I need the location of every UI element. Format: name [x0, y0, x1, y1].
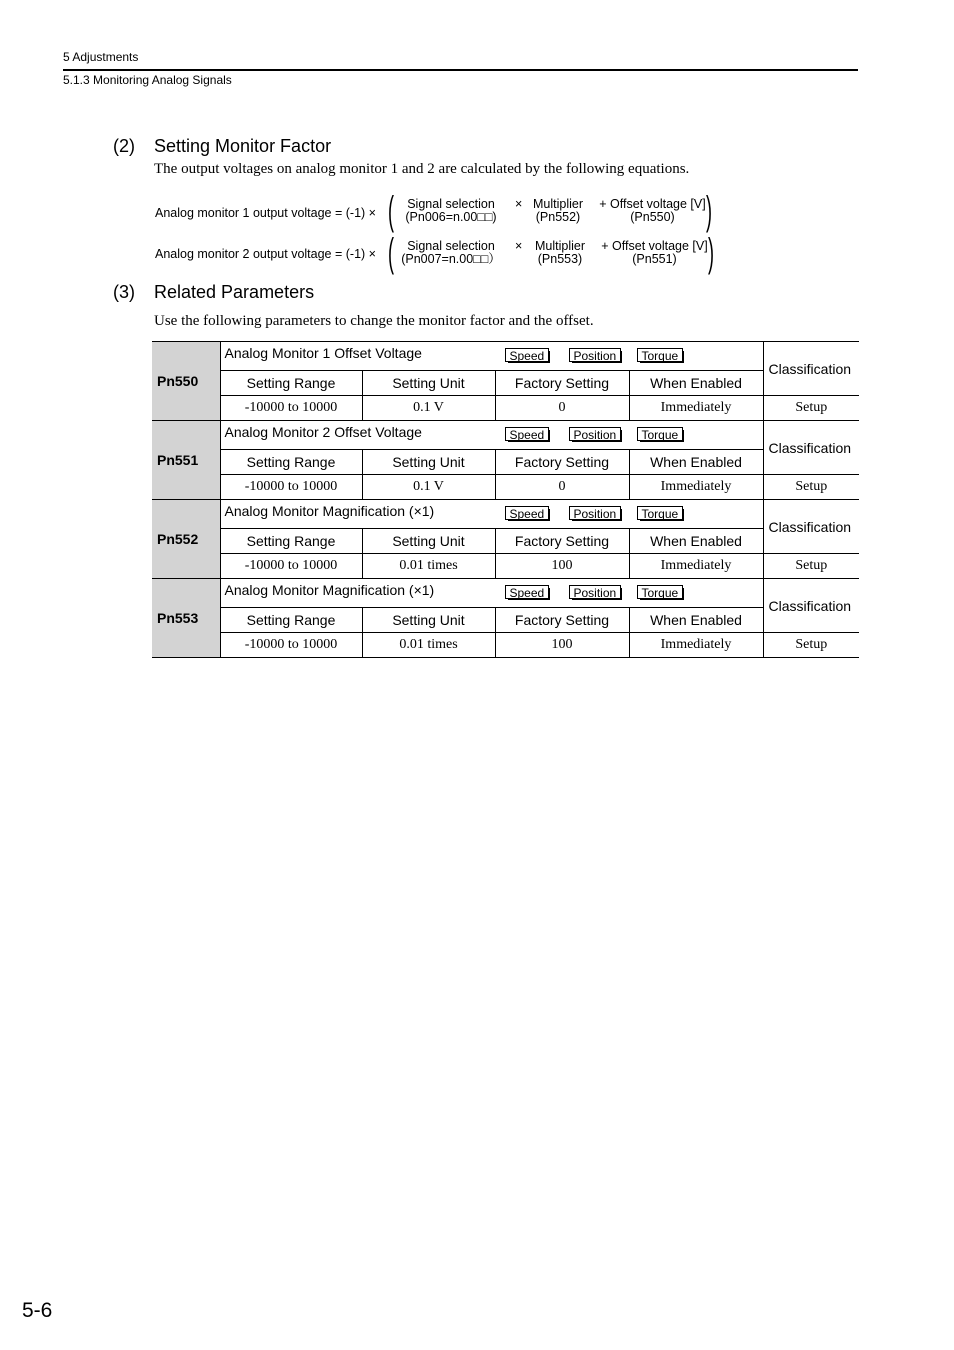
- factory-setting-value: 100: [495, 633, 629, 658]
- position-tag: Position: [569, 506, 622, 520]
- setting-range-value: -10000 to 10000: [220, 633, 362, 658]
- monitor-factor-heading: [113, 136, 331, 157]
- setting-range-value: -10000 to 10000: [220, 475, 362, 500]
- torque-tag: Torque: [637, 348, 684, 362]
- offset-param: (Pn550): [630, 210, 675, 224]
- multiplier: [527, 198, 589, 224]
- heading-title: Setting Monitor Factor: [154, 136, 332, 156]
- when-enabled-value: Immediately: [629, 554, 763, 579]
- multiplier-param: (Pn552): [535, 210, 581, 224]
- offset-label: + Offset voltage [V]: [601, 239, 708, 253]
- param-id: Pn552: [152, 500, 220, 579]
- section-header: 5.1.3 Monitoring Analog Signals: [63, 73, 232, 87]
- heading-number: (2): [113, 136, 135, 156]
- param-name: Analog Monitor Magnification (×1): [224, 582, 435, 598]
- signal-param: (Pn006=n.00□□): [405, 210, 497, 224]
- setting-unit-header: Setting Unit: [362, 371, 495, 396]
- classification-header: Classification: [763, 579, 859, 633]
- parameters-table: [152, 341, 859, 658]
- speed-tag: Speed: [505, 348, 550, 362]
- param-name-row: [152, 500, 859, 529]
- factory-setting-header: Factory Setting: [495, 450, 629, 475]
- param-header-row: [152, 450, 859, 475]
- torque-tag: Torque: [637, 585, 684, 599]
- setting-unit-value: 0.1 V: [362, 396, 495, 421]
- times-sign: ×: [515, 239, 523, 253]
- when-enabled-header: When Enabled: [629, 450, 763, 475]
- param-name-row: [152, 421, 859, 450]
- right-paren: ): [706, 189, 712, 233]
- setting-range-header: Setting Range: [220, 608, 362, 633]
- param-id: Pn551: [152, 421, 220, 500]
- related-parameters-heading: [113, 282, 314, 303]
- page-number: 5-6: [22, 1299, 53, 1322]
- param-name-cell: [220, 579, 763, 608]
- classification-value: Setup: [763, 554, 859, 579]
- speed-tag: Speed: [505, 506, 550, 520]
- multiplier-label: Multiplier: [534, 239, 585, 253]
- left-paren: (: [388, 231, 394, 275]
- param-value-row: [152, 633, 859, 658]
- factory-setting-value: 100: [495, 554, 629, 579]
- multiplier-label: Multiplier: [532, 197, 583, 211]
- equation-lhs: Analog monitor 1 output voltage = (-1) ×: [155, 206, 376, 220]
- param-header-row: [152, 371, 859, 396]
- multiplier-param: (Pn553): [537, 252, 583, 266]
- torque-tag: Torque: [637, 427, 684, 441]
- setting-unit-value: 0.1 V: [362, 475, 495, 500]
- speed-tag: Speed: [505, 585, 550, 599]
- param-name-cell: [220, 342, 763, 371]
- setting-range-header: Setting Range: [220, 450, 362, 475]
- setting-unit-value: 0.01 times: [362, 554, 495, 579]
- left-paren: (: [388, 189, 394, 233]
- classification-value: Setup: [763, 396, 859, 421]
- factory-setting-header: Factory Setting: [495, 608, 629, 633]
- factory-setting-header: Factory Setting: [495, 529, 629, 554]
- chapter-header: 5 Adjustments: [63, 50, 139, 64]
- setting-unit-value: 0.01 times: [362, 633, 495, 658]
- param-value-row: [152, 554, 859, 579]
- param-id: Pn550: [152, 342, 220, 421]
- signal-param: (Pn007=n.00□□）: [401, 252, 501, 266]
- when-enabled-header: When Enabled: [629, 529, 763, 554]
- setting-unit-header: Setting Unit: [362, 450, 495, 475]
- factory-setting-value: 0: [495, 475, 629, 500]
- setting-range-header: Setting Range: [220, 529, 362, 554]
- position-tag: Position: [569, 348, 622, 362]
- param-name: Analog Monitor 2 Offset Voltage: [224, 424, 422, 440]
- when-enabled-value: Immediately: [629, 396, 763, 421]
- header-rule: [63, 69, 858, 71]
- setting-range-header: Setting Range: [220, 371, 362, 396]
- param-value-row: [152, 475, 859, 500]
- param-name-cell: [220, 500, 763, 529]
- signal-label: Signal selection: [407, 239, 495, 253]
- setting-unit-header: Setting Unit: [362, 529, 495, 554]
- factory-setting-header: Factory Setting: [495, 371, 629, 396]
- param-header-row: [152, 529, 859, 554]
- torque-tag: Torque: [637, 506, 684, 520]
- classification-value: Setup: [763, 633, 859, 658]
- signal-label: Signal selection: [407, 197, 495, 211]
- offset-voltage: [595, 198, 710, 224]
- heading-number: (3): [113, 282, 135, 302]
- setting-unit-header: Setting Unit: [362, 608, 495, 633]
- param-value-row: [152, 396, 859, 421]
- param-header-row: [152, 608, 859, 633]
- when-enabled-value: Immediately: [629, 633, 763, 658]
- related-parameters-text: Use the following parameters to change the monitor factor and the offset.: [154, 313, 594, 329]
- classification-header: Classification: [763, 500, 859, 554]
- speed-tag: Speed: [505, 427, 550, 441]
- times-sign: ×: [515, 197, 523, 211]
- param-name-row: [152, 342, 859, 371]
- when-enabled-value: Immediately: [629, 475, 763, 500]
- when-enabled-header: When Enabled: [629, 371, 763, 396]
- when-enabled-header: When Enabled: [629, 608, 763, 633]
- equation-lhs: Analog monitor 2 output voltage = (-1) ×: [155, 247, 376, 261]
- factory-setting-value: 0: [495, 396, 629, 421]
- param-id: Pn553: [152, 579, 220, 658]
- classification-value: Setup: [763, 475, 859, 500]
- right-paren: ): [708, 231, 714, 275]
- heading-title: Related Parameters: [154, 282, 315, 302]
- signal-selection: [399, 240, 503, 266]
- offset-voltage: [597, 240, 712, 266]
- setting-range-value: -10000 to 10000: [220, 554, 362, 579]
- param-name: Analog Monitor 1 Offset Voltage: [224, 345, 422, 361]
- classification-header: Classification: [763, 342, 859, 396]
- param-name-cell: [220, 421, 763, 450]
- param-name-row: [152, 579, 859, 608]
- monitor-factor-text: The output voltages on analog monitor 1 and 2 are calculated by the following equations.: [154, 161, 690, 177]
- setting-range-value: -10000 to 10000: [220, 396, 362, 421]
- position-tag: Position: [569, 585, 622, 599]
- position-tag: Position: [569, 427, 622, 441]
- param-name: Analog Monitor Magnification (×1): [224, 503, 435, 519]
- signal-selection: [399, 198, 503, 224]
- classification-header: Classification: [763, 421, 859, 475]
- offset-param: (Pn551): [632, 252, 677, 266]
- multiplier: [529, 240, 591, 266]
- offset-label: + Offset voltage [V]: [599, 197, 706, 211]
